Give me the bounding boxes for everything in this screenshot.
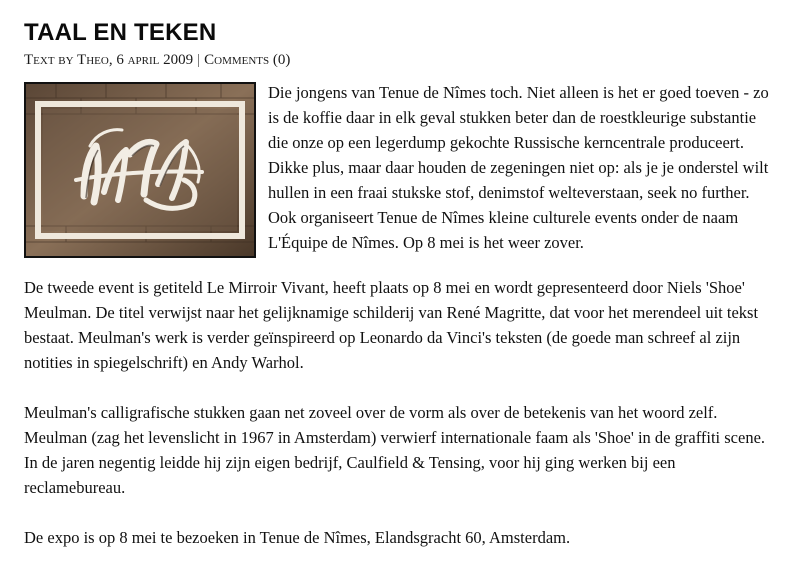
article-meta	[24, 51, 776, 71]
lead-paragraph	[24, 80, 776, 258]
graffiti-artwork-image[interactable]	[24, 82, 256, 258]
comments-link[interactable]: Comments (0)	[204, 52, 291, 68]
paragraph-4: De expo is op 8 mei te bezoeken in Tenue de Nîmes, Elandsgracht 60, Amsterdam.	[24, 528, 571, 547]
article-body	[24, 80, 776, 550]
graffiti-calligraphy-icon	[26, 84, 254, 256]
article	[24, 18, 776, 575]
paragraph-2: De tweede event is getiteld Le Mirroir Vivant, heeft plaats op 8 mei en wordt gepresenteerd door Niels 'Shoe' Meulman. De titel verwijst naar het gelijknamige schilderij van René Magritte, dat voor het merendeel uit tekst bestaat. Meulman's werk is verder geïnspireerd op Leonardo da Vinci's teksten (de goede man schreef al zijn notities in spiegelschrift) en Andy Warhol.	[24, 278, 759, 372]
paragraph-1-text: Die jongens van Tenue de Nîmes toch. Niet alleen is het er goed toeven - zo is de koffie daar in elk geval stukken beter dan de roestkleurige substantie die onze op een legerdump gekochte Russische kerncentrale produceert. Dikke plus, maar daar houden de zegeningen niet op: als je je onderstel wilt hullen in een fraai stukske stof, denimstof welteverstaan, seek no further. Ook organiseert Tenue de Nîmes kleine culturele events onder de naam L'Équipe de Nîmes. Op 8 mei is het weer zover.	[268, 83, 769, 252]
meta-separator: |	[197, 52, 201, 68]
byline: Text by Theo, 6 april 2009	[24, 52, 194, 68]
paragraph-3: Meulman's calligrafische stukken gaan net zoveel over de vorm als over de betekenis van het woord zelf. Meulman (zag het levenslicht in 1967 in Amsterdam) verwierf internationale faam als 'Shoe' in de graffiti scene. In de jaren negentig leidde hij zijn eigen bedrijf, Caulfield & Tensing, voor hij ging werken bij een reclamebureau.	[24, 403, 766, 497]
article-title[interactable]: TAAL EN TEKEN	[24, 19, 217, 46]
